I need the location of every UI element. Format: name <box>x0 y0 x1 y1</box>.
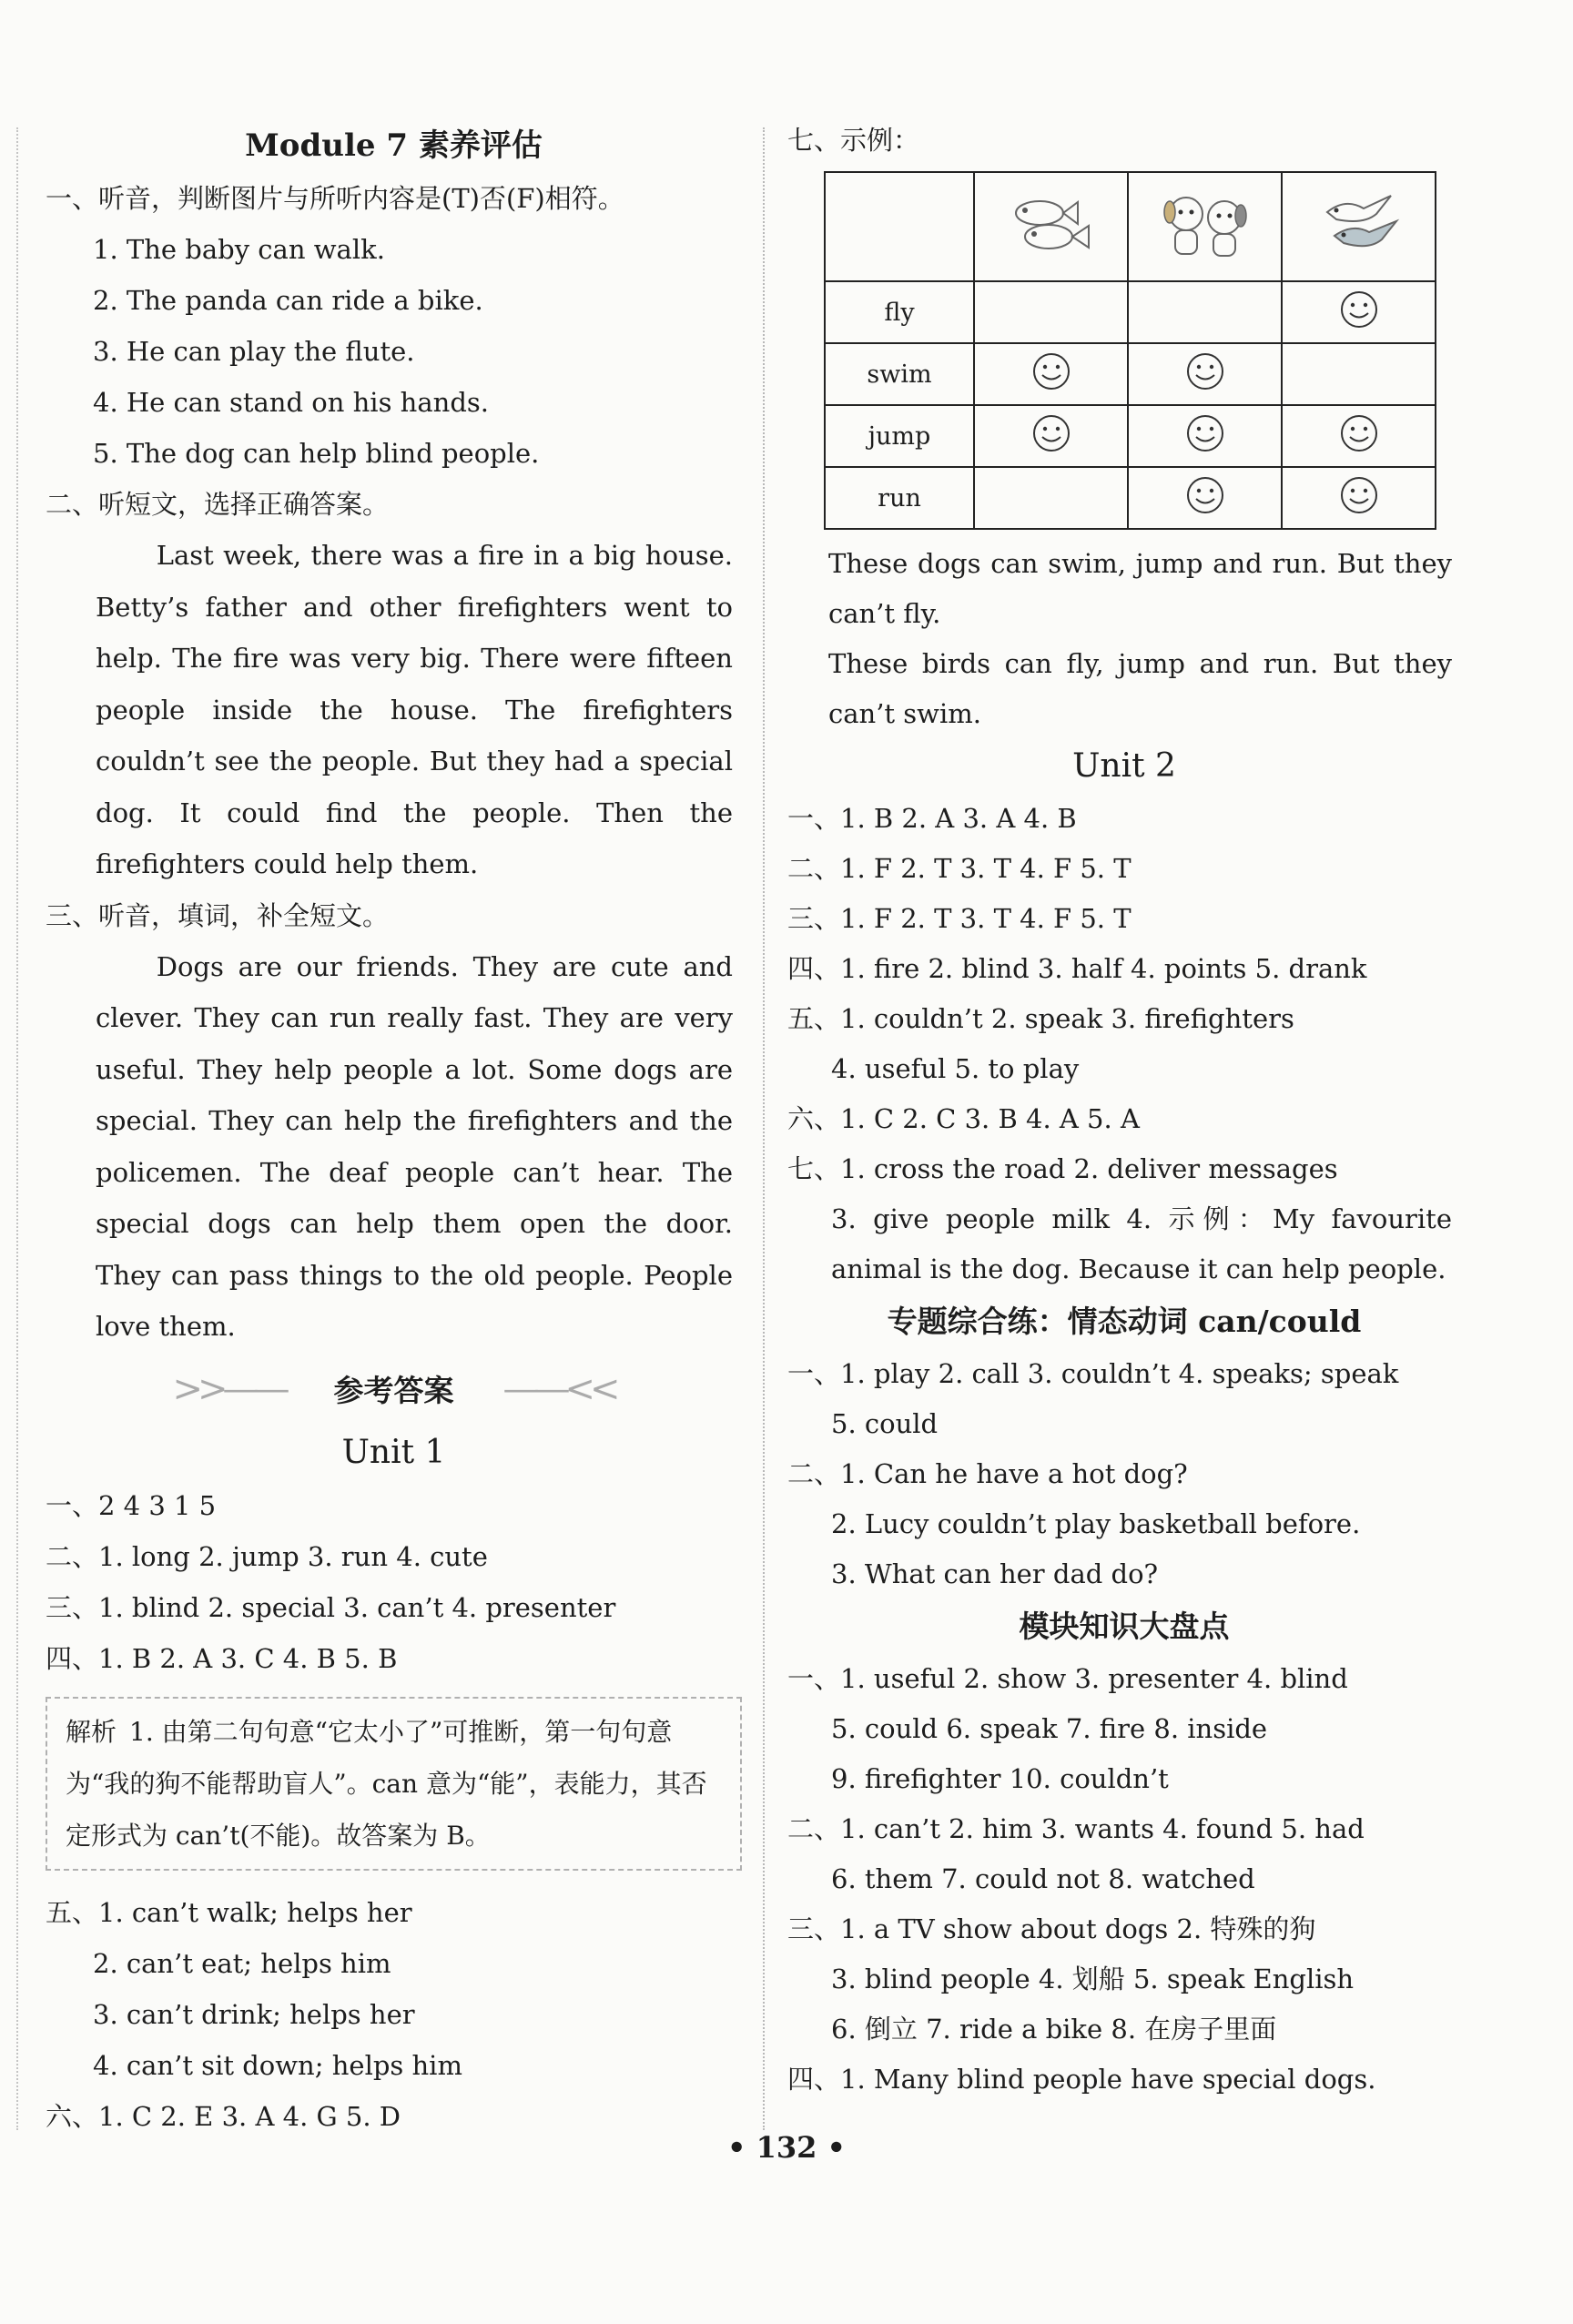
unit1-answer: 二、1. long 2. jump 3. run 4. cute <box>46 1540 488 1572</box>
unit2-title: Unit 2 <box>1072 747 1176 785</box>
table-cell <box>1282 467 1436 529</box>
topic-answer: 2. Lucy couldn’t play basketball before. <box>831 1508 1361 1539</box>
unit2-answer: 四、1. fire 2. blind 3. half 4. points 5. drank <box>787 953 1367 984</box>
unit1-answer: 一、2 4 3 1 5 <box>46 1489 217 1521</box>
table-cell <box>1128 343 1282 405</box>
section3-title: 三、听音，填词，补全短文。 <box>46 899 390 931</box>
right-column <box>787 117 1461 2105</box>
table-row <box>825 343 1436 405</box>
unit2-answer: 六、1. C 2. C 3. B 4. A 5. A <box>787 1103 1140 1134</box>
table-row <box>825 467 1436 529</box>
review-answer: 6. them 7. could not 8. watched <box>831 1863 1255 1894</box>
answers-banner <box>46 1353 742 1426</box>
page-number: • 132 • <box>727 2130 846 2165</box>
smiley-face-icon <box>1339 413 1379 453</box>
row-label: jump <box>825 405 974 467</box>
review-answer: 6. 倒立 7. ride a bike 8. 在房子里面 <box>831 2014 1277 2045</box>
right-arrow-icon: ——<< <box>502 1367 615 1410</box>
unit1-answer: 3. can’t drink; helps her <box>93 1998 415 2030</box>
unit1-title: Unit 1 <box>341 1433 446 1471</box>
review-answer: 9. firefighter 10. couldn’t <box>831 1763 1169 1794</box>
review-answer: 三、1. a TV show about dogs 2. 特殊的狗 <box>787 1913 1316 1944</box>
unit1-answer: 4. can’t sit down; helps him <box>93 2049 462 2081</box>
table-cell <box>974 343 1128 405</box>
table-cell <box>974 281 1128 343</box>
table-cell <box>1128 405 1282 467</box>
ability-table <box>824 171 1436 530</box>
example-text-dogs: These dogs can swim, jump and run. But they can’t fly. <box>828 548 1452 629</box>
table-corner-cell <box>825 172 974 281</box>
row-label: fly <box>825 281 974 343</box>
fish-picture-cell <box>974 172 1128 281</box>
module-title: Module 7 素养评估 <box>245 127 543 164</box>
unit1-answer: 四、1. B 2. A 3. C 4. B 5. B <box>46 1642 398 1674</box>
review-title: 模块知识大盘点 <box>1019 1609 1230 1644</box>
smiley-face-icon <box>1031 351 1071 391</box>
example-text-birds: These birds can fly, jump and run. But they can’t swim. <box>828 648 1452 729</box>
section1-item: 2. The panda can ride a bike. <box>93 285 483 316</box>
topic-answer: 一、1. play 2. call 3. couldn’t 4. speaks; speak <box>787 1358 1399 1389</box>
section1-item: 3. He can play the flute. <box>93 336 415 367</box>
review-answer: 3. blind people 4. 划船 5. speak English <box>831 1964 1355 1994</box>
unit2-answer: 七、1. cross the road 2. deliver messages <box>787 1153 1338 1184</box>
dogs-picture-cell <box>1128 172 1282 281</box>
table-cell <box>1128 467 1282 529</box>
column-divider <box>763 127 765 2130</box>
table-cell <box>974 467 1128 529</box>
topic-answer: 5. could <box>831 1408 939 1439</box>
table-row <box>825 281 1436 343</box>
unit1-answer: 六、1. C 2. E 3. A 4. G 5. D <box>46 2100 401 2132</box>
birds-picture-cell <box>1282 172 1436 281</box>
section1-item: 4. He can stand on his hands. <box>93 387 489 418</box>
table-cell <box>1282 405 1436 467</box>
table-row <box>825 405 1436 467</box>
unit1-answer: 五、1. can’t walk; helps her <box>46 1896 412 1928</box>
birds-picture-icon <box>1309 185 1409 263</box>
analysis-box <box>46 1697 742 1871</box>
section1-title: 一、听音，判断图片与所听内容是(T)否(F)相符。 <box>46 183 624 214</box>
table-header-row <box>825 172 1436 281</box>
unit2-answer: 二、1. F 2. T 3. T 4. F 5. T <box>787 853 1132 884</box>
row-label: run <box>825 467 974 529</box>
unit2-answer: 五、1. couldn’t 2. speak 3. firefighters <box>787 1003 1294 1034</box>
unit2-answer: 三、1. F 2. T 3. T 4. F 5. T <box>787 903 1132 934</box>
analysis-tag: 解析 <box>66 1716 117 1747</box>
section1-item: 5. The dog can help blind people. <box>93 438 540 469</box>
section2-title: 二、听短文，选择正确答案。 <box>46 489 390 520</box>
page-edge-dots <box>16 127 18 2130</box>
smiley-face-icon <box>1339 475 1379 515</box>
topic-title: 专题综合练：情态动词 can/could <box>887 1304 1362 1339</box>
smiley-face-icon <box>1339 289 1379 330</box>
smiley-face-icon <box>1031 413 1071 453</box>
unit1-answer: 2. can’t eat; helps him <box>93 1947 391 1979</box>
unit1-answer: 三、1. blind 2. special 3. can’t 4. presenter <box>46 1591 616 1623</box>
answers-banner-title: 参考答案 <box>333 1373 454 1408</box>
review-answer: 5. could 6. speak 7. fire 8. inside <box>831 1713 1268 1744</box>
unit2-answer: 一、1. B 2. A 3. A 4. B <box>787 803 1077 834</box>
review-answer: 四、1. Many blind people have special dogs. <box>787 2064 1376 2095</box>
left-arrow-icon: >>—— <box>172 1367 285 1410</box>
smiley-face-icon <box>1185 413 1225 453</box>
section7-label: 七、示例： <box>787 125 920 156</box>
row-label: swim <box>825 343 974 405</box>
dogs-picture-icon <box>1155 185 1255 263</box>
section3-passage: Dogs are our friends. They are cute and clever. They can run really fast. They are very useful. They help people a lot. Some dogs are special. They can help the firefighters and the policemen. The deaf people can’t hear. The special dogs can help them open the door. They can pass things to the old people. People love them. <box>96 950 733 1342</box>
fish-picture-icon <box>1001 188 1101 260</box>
table-cell <box>1282 343 1436 405</box>
section2-passage: Last week, there was a fire in a big house. Betty’s father and other firefighters went to help. The fire was very big. There were fifteen people inside the house. The firefighters couldn’t see the people. But they had a special dog. It could find the people. Then the firefighters could help them. <box>96 540 733 879</box>
table-cell <box>974 405 1128 467</box>
unit2-answer: 4. useful 5. to play <box>831 1053 1080 1084</box>
section1-item: 1. The baby can walk. <box>93 234 385 265</box>
analysis-text: 1. 由第二句句意“它太小了”可推断，第一句句意为“我的狗不能帮助盲人”。can 意为“能”，表能力，其否定形式为 can’t(不能)。故答案为 B。 <box>66 1716 707 1851</box>
topic-answer: 二、1. Can he have a hot dog? <box>787 1458 1188 1489</box>
left-column <box>46 118 742 2142</box>
review-answer: 一、1. useful 2. show 3. presenter 4. blind <box>787 1663 1348 1694</box>
smiley-face-icon <box>1185 475 1225 515</box>
table-cell <box>1128 281 1282 343</box>
topic-answer: 3. What can her dad do? <box>831 1558 1159 1589</box>
review-answer: 二、1. can’t 2. him 3. wants 4. found 5. had <box>787 1813 1365 1844</box>
smiley-face-icon <box>1185 351 1225 391</box>
table-cell <box>1282 281 1436 343</box>
unit2-answer: 3. give people milk 4. 示例：My favourite animal is the dog. Because it can help people. <box>831 1203 1452 1284</box>
